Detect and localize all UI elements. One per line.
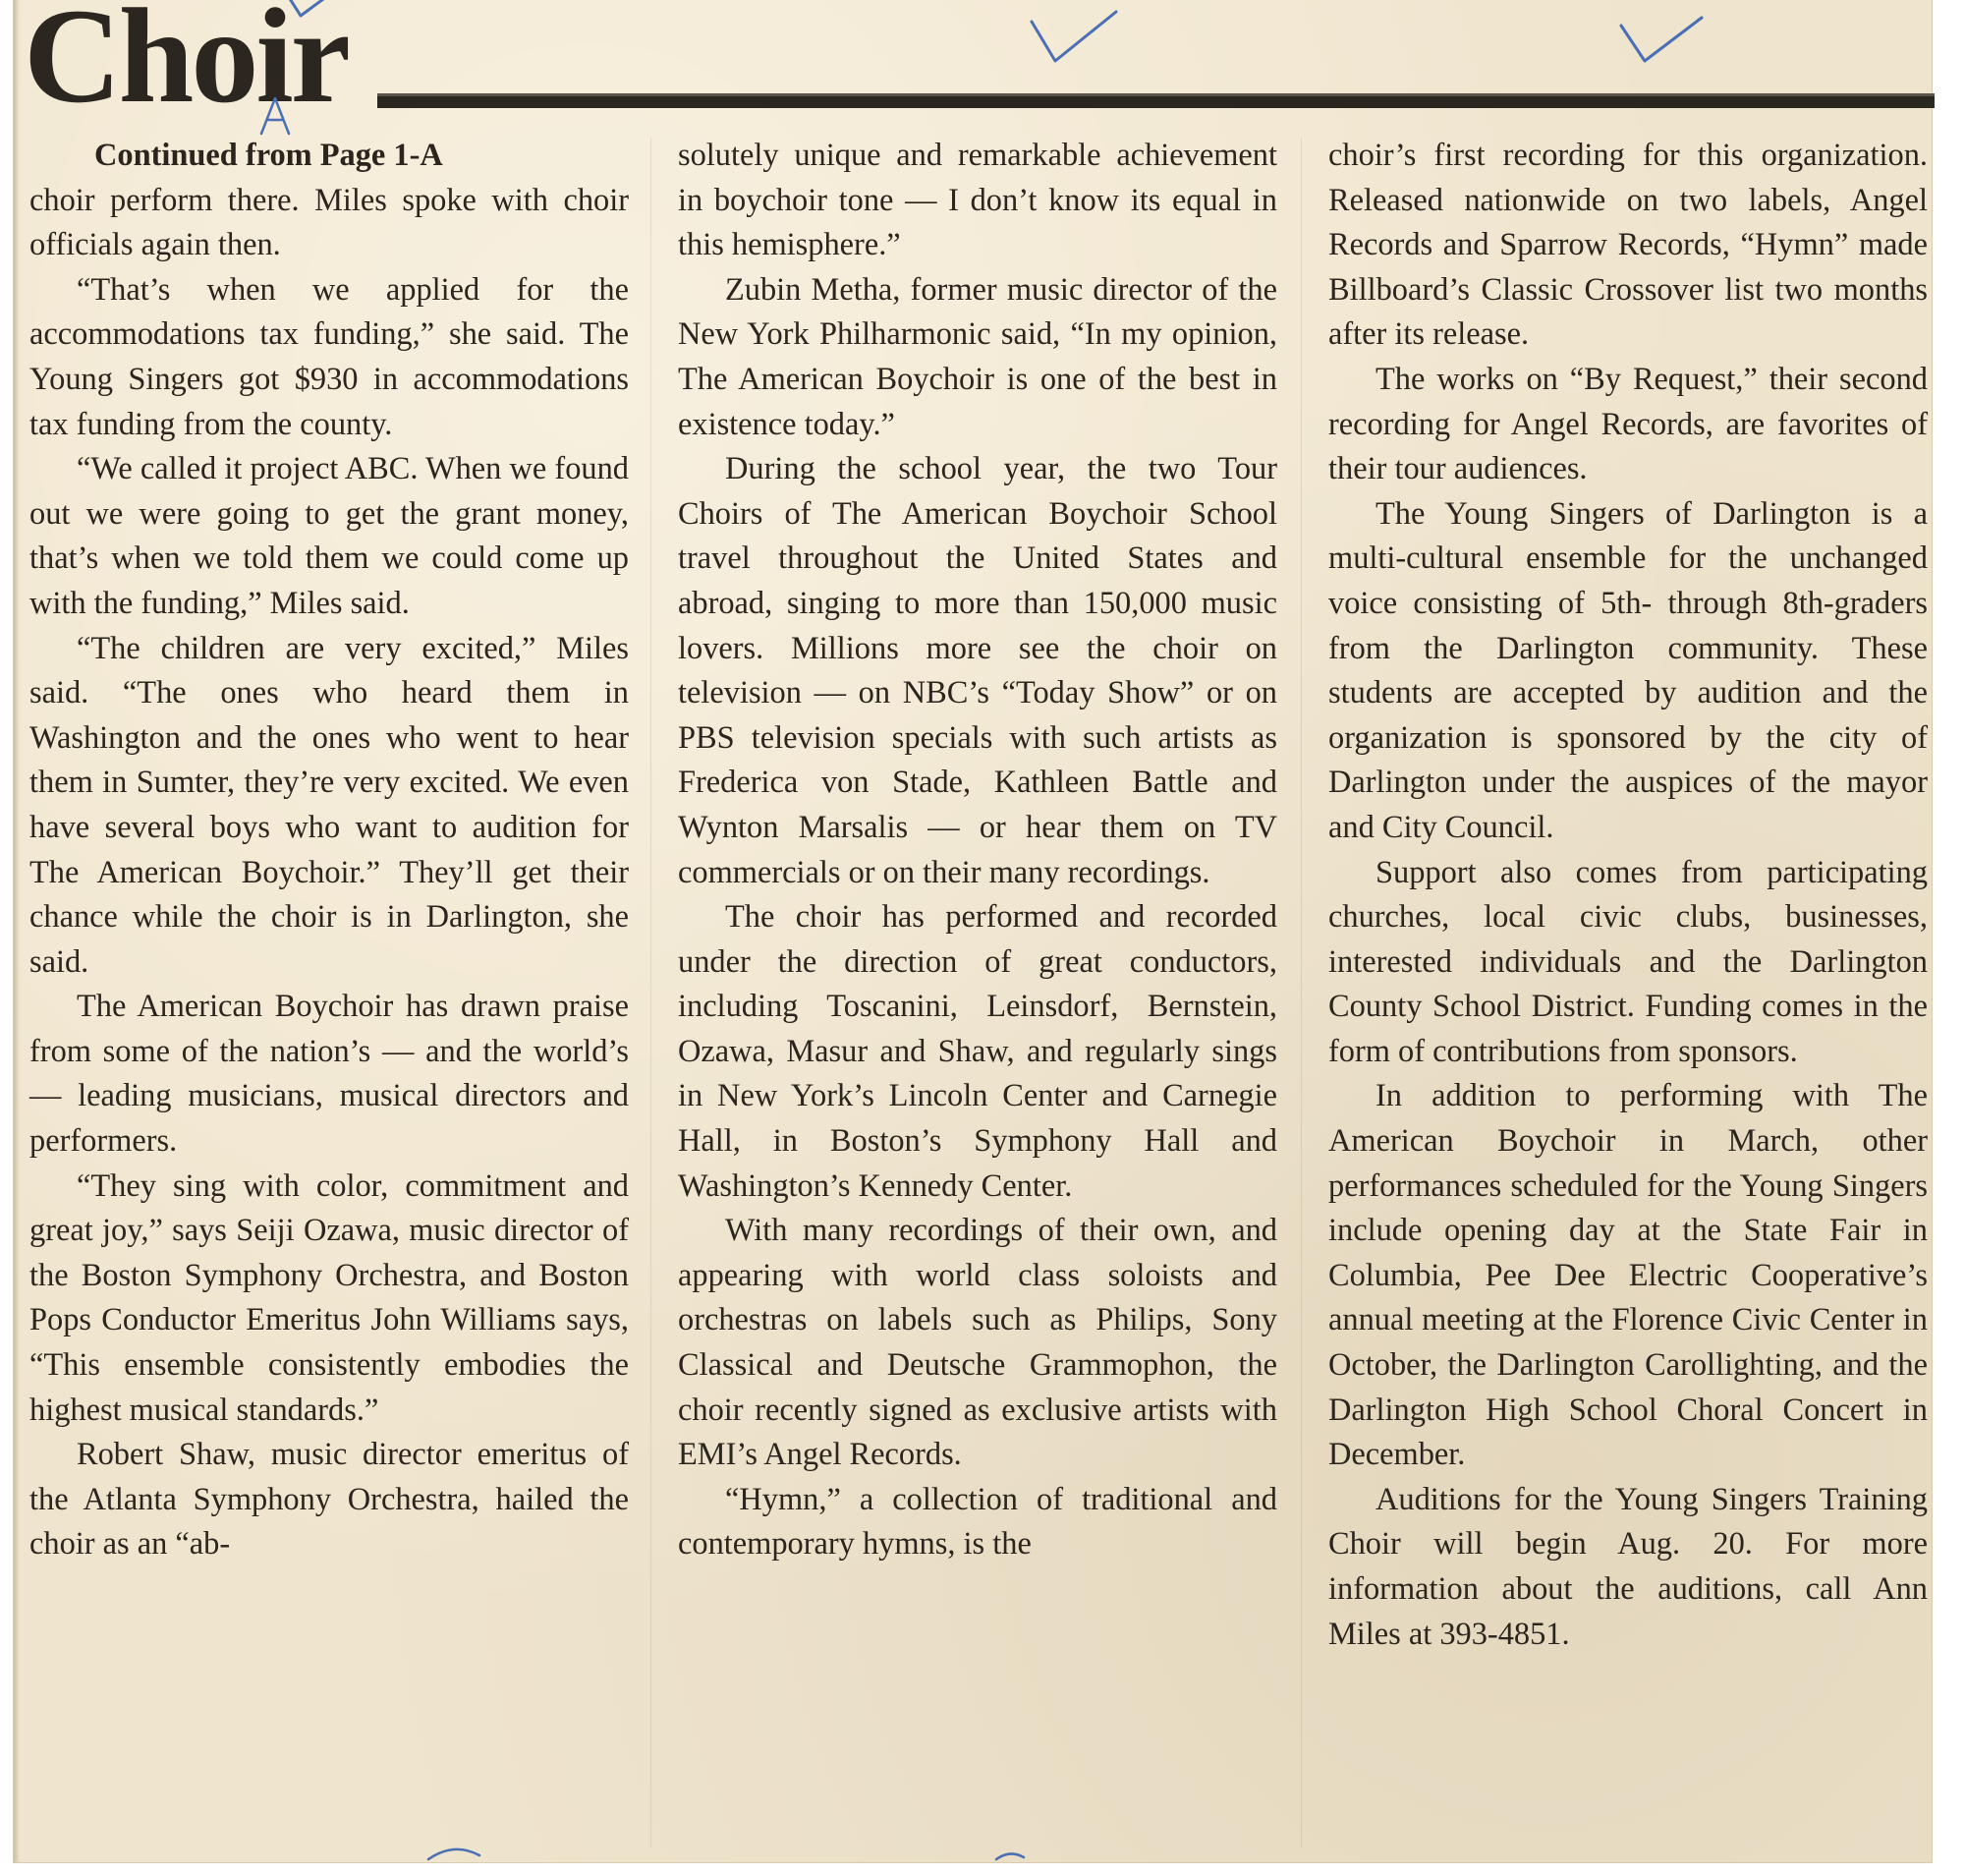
pen-stroke-mark <box>424 1842 483 1863</box>
paragraph: The American Boychoir has drawn praise from some of the nation’s — and the world’s — leading musicians, musical directors and performers. <box>29 989 629 1160</box>
paragraph: Zubin Metha, former music director of the New York Philharmonic said, “In my opinion, The American Boychoir is one of the best in existence today.” <box>678 271 1277 442</box>
paragraph: “That’s when we applied for the accommodations tax funding,” she said. The Young Singers got $930 in accommodations tax funding from the county. <box>29 271 629 442</box>
paragraph: Robert Shaw, music director emeritus of the Atlanta Symphony Orchestra, hailed the choir as an “ab- <box>29 1437 629 1563</box>
paragraph: “The children are very excited,” Miles said. “The ones who heard them in Washington and the ones who went to hear them in Sumter, they’re very excited. We even have several boys who want to audition for The American Boychoir.” They’ll get their chance while the choir is in Darlington, she said. <box>29 630 629 980</box>
paragraph: The works on “By Request,” their second recording for Angel Records, are favorites of their tour audiences. <box>1328 361 1928 487</box>
pen-check-icon <box>1026 6 1124 69</box>
newspaper-clipping <box>14 0 1932 1862</box>
paragraph: choir perform there. Miles spoke with choir officials again then. <box>29 182 629 263</box>
paragraph: “They sing with color, commitment and great joy,” says Seiji Ozawa, music director of the Boston Symphony Orchestra, and Boston Pops Conductor Emeritus John Williams says, “This ensemble consistently embodies the highest musical standards.” <box>29 1167 629 1428</box>
paragraph: The Young Singers of Darlington is a multi-cultural ensemble for the unchanged voice consisting of 5th- through 8th-graders from the Darlington community. These students are accepted by audition and the organization is sponsored by the city of Darlington under the auspices of the mayor and City Council. <box>1328 495 1928 845</box>
paragraph: solutely unique and remarkable achievement in boychoir tone — I don’t know its equal in this hemisphere.” <box>678 138 1277 263</box>
paragraph: The choir has performed and recorded under the direction of great conductors, including Toscanini, Leinsdorf, Bernstein, Ozawa, Masur and Shaw, and regularly sings in New York’s Lincoln Center and Carnegie Hall, in Boston’s Symphony Hall and Washington’s Kennedy Center. <box>678 899 1277 1204</box>
article-column-3 <box>1328 134 1928 1657</box>
pen-check-icon <box>1615 12 1710 69</box>
paragraph: “We called it project ABC. When we found out we were going to get the grant money, that’s when we told them we could come up with the funding,” Miles said. <box>29 451 629 621</box>
paper-edge <box>14 0 20 1862</box>
continued-from-note: Continued from Page 1-A <box>94 138 443 173</box>
paragraph: Auditions for the Young Singers Training Choir will begin Aug. 20. For more information about the auditions, call Ann Miles at 393-4851. <box>1328 1481 1928 1652</box>
headline-rule <box>377 96 1935 108</box>
column-divider <box>650 138 651 1848</box>
paragraph: During the school year, the two Tour Choirs of The American Boychoir School travel throughout the United States and abroad, singing to more than 150,000 music lovers. Millions more see the choir on television — on NBC’s “Today Show” or on PBS television specials with such artists as Frederica von Stade, Kathleen Battle and Wynton Marsalis — or hear them on TV commercials or on their many recordings. <box>678 451 1277 890</box>
pen-stroke-mark <box>992 1848 1028 1863</box>
headline: Choir <box>24 0 348 131</box>
article-column-2 <box>678 134 1277 1567</box>
pen-check-icon <box>279 0 348 26</box>
paragraph: With many recordings of their own, and appearing with world class soloists and orchestras on labels such as Philips, Sony Classical and Deutsche Grammophon, the choir recently signed as exclusive artists with EMI’s Angel Records. <box>678 1213 1277 1473</box>
article-column-1 <box>29 134 629 1567</box>
paragraph: “Hymn,” a collection of traditional and contemporary hymns, is the <box>678 1481 1277 1563</box>
paragraph: Support also comes from participating churches, local civic clubs, businesses, interested individuals and the Darlington County School District. Funding comes in the form of contributions from sponsors. <box>1328 854 1928 1069</box>
paragraph: In addition to performing with The American Boychoir in March, other performances scheduled for the Young Singers include opening day at the State Fair in Columbia, Pee Dee Electric Cooperative’s annual meeting at the Florence Civic Center in October, the Darlington Carollighting, and the Darlington High School Choral Concert in December. <box>1328 1078 1928 1473</box>
paragraph: choir’s first recording for this organization. Released nationwide on two labels, Angel Records and Sparrow Records, “Hymn” made Billboard’s Classic Crossover list two months after its release. <box>1328 138 1928 353</box>
pen-letter-a-mark <box>257 94 297 138</box>
column-divider <box>1301 138 1302 1848</box>
